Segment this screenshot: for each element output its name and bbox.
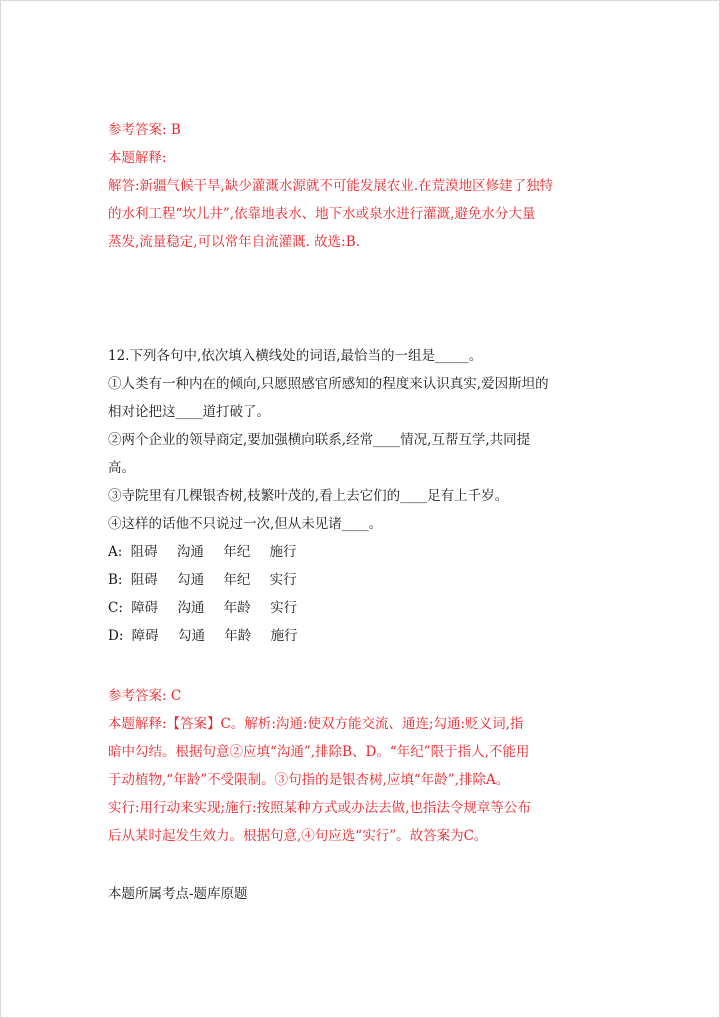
q12-sentence: ①人类有一种内在的倾向,只愿照感官所感知的程度来认识真实,爱因斯坦的	[108, 376, 549, 392]
option-b	[108, 566, 616, 594]
q12-sentence: ②两个企业的领导商定,要加强横向联系,经常____情况,互帮互学,共同提	[108, 432, 531, 448]
q11-explain-label: 本题解释:	[108, 150, 167, 166]
option-word: 沟通	[177, 600, 205, 616]
option-word: 阻碍	[130, 544, 158, 560]
q12-sentence: ③寺院里有几棵银杏树,枝繁叶茂的,看上去它们的____足有上千岁。	[108, 488, 509, 504]
option-d	[108, 622, 616, 650]
option-word: 勾通	[177, 628, 205, 644]
q11-explain-line: 解答:新疆气候干旱,缺少灌溉水源就不可能发展农业.在荒漠地区修建了独特	[108, 178, 554, 194]
option-word: 障碍	[131, 600, 159, 616]
q12-answer: 参考答案: C	[108, 688, 182, 704]
q12-explain-line: 于动植物,“年龄”不受限制。③句指的是银杏树,应填“年龄”,排除A。	[108, 772, 510, 788]
option-label: C:	[108, 600, 123, 616]
option-word: 施行	[270, 628, 298, 644]
q12-sentence: ④这样的话他不只说过一次,但从未见诸____。	[108, 516, 383, 532]
option-a	[108, 538, 616, 566]
q12-sentence: 高。	[108, 460, 135, 476]
q12-explain-line: 本题解释:【答案】C。解析:沟通:使双方能交流、通连;勾通:贬义词,指	[108, 716, 524, 732]
option-word: 实行	[269, 572, 297, 588]
option-label: A:	[108, 544, 123, 560]
option-label: D:	[108, 628, 124, 644]
q11-answer-block	[108, 116, 616, 256]
q12-stem: 12.下列各句中,依次填入横线处的词语,最恰当的一组是_____。	[108, 348, 483, 364]
q12-explain-line: 实行:用行动来实现;施行:按照某种方式或办法去做,也指法令规章等公布	[108, 800, 531, 816]
option-word: 沟通	[176, 544, 204, 560]
q12-explain-line: 后从某时起发生效力。根据句意,④句应选“实行”。故答案为C。	[108, 828, 488, 844]
q12-explain-line: 暗中勾结。根据句意②应填“沟通”,排除B、D。“年纪”限于指人,不能用	[108, 744, 530, 760]
option-word: 勾通	[177, 572, 205, 588]
footer-note-block	[108, 880, 616, 908]
option-word: 施行	[269, 544, 297, 560]
option-word: 实行	[270, 600, 298, 616]
option-word: 年龄	[223, 600, 251, 616]
option-c	[108, 594, 616, 622]
option-word: 年纪	[223, 572, 251, 588]
q12-sentence: 相对论把这____道打破了。	[108, 404, 270, 420]
q11-answer: 参考答案: B	[108, 122, 181, 138]
q11-explain-line: 的水利工程“坎儿井”,依靠地表水、地下水或泉水进行灌溉,避免水分大量	[108, 206, 536, 222]
option-word: 阻碍	[130, 572, 158, 588]
q11-explain-line: 蒸发,流量稳定,可以常年自流灌溉. 故选:B.	[108, 234, 360, 250]
q12-question-block	[108, 342, 616, 650]
option-label: B:	[108, 572, 123, 588]
footer-note: 本题所属考点-题库原题	[108, 886, 248, 902]
option-word: 障碍	[131, 628, 159, 644]
option-word: 年龄	[224, 628, 252, 644]
option-word: 年纪	[223, 544, 251, 560]
q12-answer-block	[108, 682, 616, 850]
